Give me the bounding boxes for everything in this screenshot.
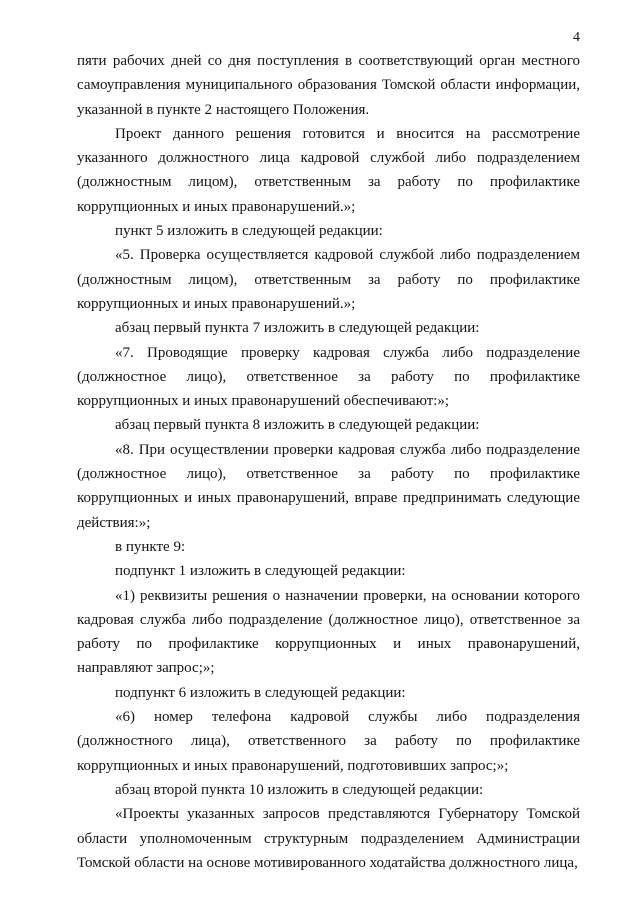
paragraph: «1) реквизиты решения о назначении проверки, на основании которого кадровая служба либо подразделение (должностное лицо), ответственное за работу по профилактике коррупционных и иных правонарушений, направляют запрос;»; — [77, 587, 580, 677]
paragraph: «8. При осуществлении проверки кадровая служба либо подразделение (должностное лицо), ответственное за работу по профилактике коррупционных и иных правонарушений, вправе предпринимать следующие действия:»; — [77, 441, 580, 531]
paragraph: «5. Проверка осуществляется кадровой службой либо подразделением (должностным лицом), ответственным за работу по профилактике коррупционных и иных правонарушений.»; — [77, 247, 580, 312]
page-number: 4 — [573, 30, 580, 45]
paragraph: пяти рабочих дней со дня поступления в соответствующий орган местного самоуправления муниципального образования Томской области информации, указанной в пункте 2 настоящего Положения. — [77, 53, 580, 118]
paragraph: абзац первый пункта 8 изложить в следующей редакции: — [115, 417, 480, 434]
paragraph: пункт 5 изложить в следующей редакции: — [115, 223, 383, 240]
document-body — [77, 49, 580, 875]
paragraph: подпункт 1 изложить в следующей редакции: — [115, 563, 406, 580]
paragraph: «Проекты указанных запросов представляются Губернатору Томской области уполномоченным структурным подразделением Администрации Томской области на основе мотивированного ходатайства должностного лица, — [77, 806, 580, 871]
paragraph: абзац второй пункта 10 изложить в следующей редакции: — [115, 781, 484, 798]
paragraph: подпункт 6 изложить в следующей редакции: — [115, 684, 406, 701]
paragraph: Проект данного решения готовится и вносится на рассмотрение указанного должностного лица кадровой службой либо подразделением (должностным лицом), ответственным за работу по профилактике коррупционных и иных правонарушений.»; — [77, 125, 580, 215]
paragraph: в пункте 9: — [115, 538, 186, 555]
paragraph: абзац первый пункта 7 изложить в следующей редакции: — [115, 320, 480, 337]
paragraph: «7. Проводящие проверку кадровая служба либо подразделение (должностное лицо), ответственное за работу по профилактике коррупционных и иных правонарушений обеспечивают:»; — [77, 344, 580, 410]
paragraph: «6) номер телефона кадровой службы либо подразделения (должностного лица), ответственного за работу по профилактике коррупционных и иных правонарушений, подготовивших запрос;»; — [77, 709, 580, 774]
